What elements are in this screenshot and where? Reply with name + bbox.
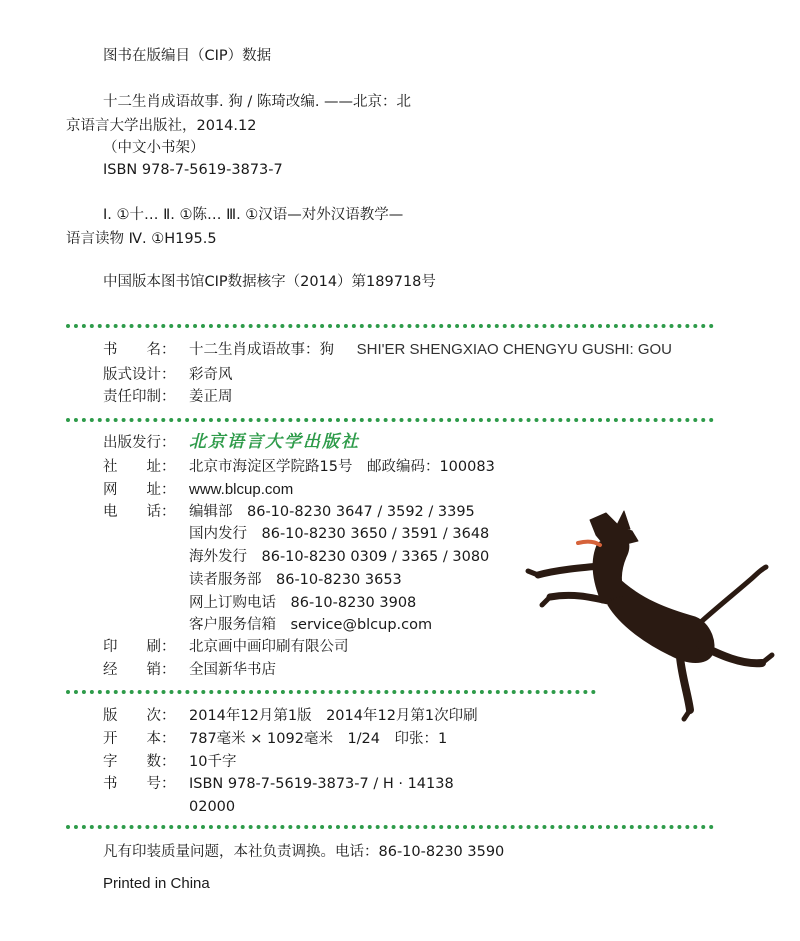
- field-label: 书 号：: [103, 776, 176, 792]
- field-label: 书 名：: [103, 342, 176, 358]
- leaping-dog-illustration: [520, 505, 780, 735]
- field-value: 彩奇风: [189, 367, 233, 383]
- cip-isbn: ISBN 978-7-5619-3873-7: [103, 162, 283, 178]
- cip-line: 语言读物 Ⅳ. ①H195.5: [66, 231, 217, 247]
- field-label: 字 数：: [103, 754, 176, 770]
- field-value: 姜正周: [189, 389, 233, 405]
- field-label: 网 址：: [103, 482, 176, 498]
- field-label: 版 次：: [103, 708, 176, 724]
- field-value: 787毫米 × 1092毫米 1/24 印张：1: [189, 731, 448, 747]
- field-value: 02000: [189, 799, 236, 815]
- book-number-row: [103, 774, 454, 794]
- field-label: 社 址：: [103, 459, 176, 475]
- phone-line: 读者服务部 86-10-8230 3653: [189, 572, 402, 588]
- field-label: 责任印制：: [103, 389, 176, 405]
- field-label: 开 本：: [103, 731, 176, 747]
- field-value: 10千字: [189, 754, 237, 770]
- phone-line: 网上订购电话 86-10-8230 3908: [189, 595, 417, 611]
- cip-line: 京语言大学出版社，2014.12: [66, 118, 257, 134]
- website-row: [103, 480, 293, 500]
- dotted-divider: [66, 324, 714, 328]
- phone-row: [103, 502, 475, 522]
- cip-heading: 图书在版编目（CIP）数据: [103, 48, 272, 64]
- dotted-divider: [66, 825, 714, 829]
- field-value: 北京市海淀区学院路15号 邮政编码：100083: [189, 459, 495, 475]
- address-row: [103, 457, 495, 477]
- field-label: 印 刷：: [103, 639, 176, 655]
- field-value: ISBN 978-7-5619-3873-7 / H · 14138: [189, 776, 454, 792]
- book-title-pinyin: SHI'ER SHENGXIAO CHENGYU GUSHI: GOU: [356, 341, 673, 358]
- phone-line: 海外发行 86-10-8230 0309 / 3365 / 3080: [189, 549, 490, 565]
- cip-line: Ⅰ. ①十… Ⅱ. ①陈… Ⅲ. ①汉语—对外汉语教学—: [103, 207, 404, 223]
- dotted-divider: [66, 418, 714, 422]
- distributor-row: [103, 660, 276, 680]
- edition-row: [103, 706, 478, 726]
- email-line: 客户服务信箱 service@blcup.com: [189, 617, 433, 633]
- cip-line: （中文小书架）: [103, 140, 205, 156]
- wordcount-row: [103, 752, 236, 772]
- phone-line: 国内发行 86-10-8230 3650 / 3591 / 3648: [189, 526, 490, 542]
- book-title: 十二生肖成语故事：狗: [189, 342, 334, 358]
- field-value: 全国新华书店: [189, 662, 276, 678]
- field-value: 北京画中画印刷有限公司: [189, 639, 349, 655]
- cip-number: 中国版本图书馆CIP数据核字（2014）第189718号: [103, 274, 436, 290]
- phone-line: 编辑部 86-10-8230 3647 / 3592 / 3395: [189, 504, 475, 520]
- cip-line: 十二生肖成语故事. 狗 / 陈琦改编. ——北京：北: [103, 94, 412, 110]
- field-label: 出版发行：: [103, 435, 176, 451]
- print-manager-row: [103, 387, 233, 407]
- field-label: 版式设计：: [103, 367, 176, 383]
- quality-notice: 凡有印装质量问题，本社负责调换。电话：86-10-8230 3590: [103, 844, 505, 860]
- field-label: 电 话：: [103, 504, 176, 520]
- field-label: 经 销：: [103, 662, 176, 678]
- dotted-divider: [66, 690, 596, 694]
- field-value: 2014年12月第1版 2014年12月第1次印刷: [189, 708, 478, 724]
- book-title-row: [103, 340, 672, 360]
- printer-row: [103, 637, 349, 657]
- design-row: [103, 365, 233, 385]
- publisher-logo: 北京语言大学出版社: [189, 432, 360, 452]
- website-value: www.blcup.com: [189, 481, 294, 498]
- publisher-row: [103, 432, 360, 453]
- printed-in-china: Printed in China: [103, 875, 210, 892]
- format-row: [103, 729, 447, 749]
